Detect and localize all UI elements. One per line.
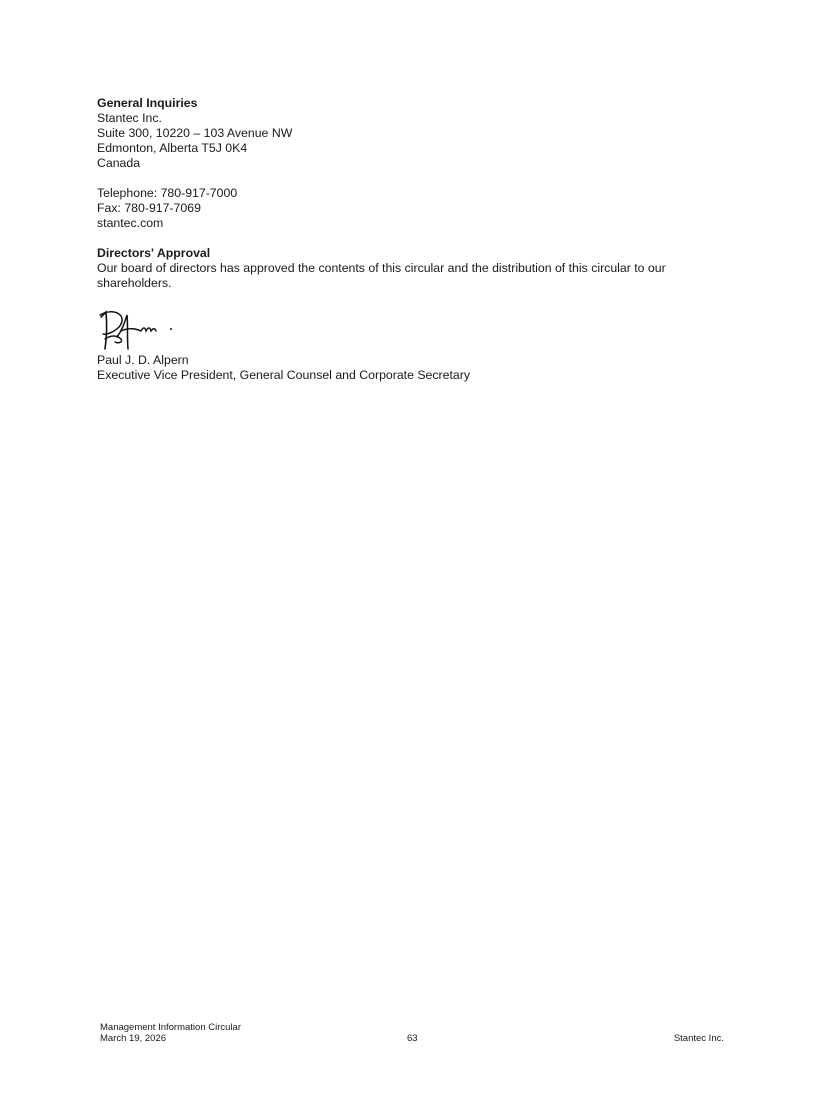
directors-approval-heading: Directors' Approval bbox=[97, 246, 211, 260]
signatory-name: Paul J. D. Alpern bbox=[97, 353, 189, 367]
directors-approval-section bbox=[97, 246, 737, 383]
fax: Fax: 780-917-7069 bbox=[97, 201, 201, 215]
footer-date: March 19, 2026 bbox=[100, 1033, 167, 1044]
telephone: Telephone: 780-917-7000 bbox=[97, 186, 238, 200]
page-number: 63 bbox=[407, 1033, 418, 1044]
country: Canada bbox=[97, 156, 141, 170]
address-line-2: Edmonton, Alberta T5J 0K4 bbox=[97, 141, 248, 155]
footer-left bbox=[100, 1022, 241, 1044]
website-link[interactable]: stantec.com bbox=[97, 216, 164, 230]
directors-approval-text: Our board of directors has approved the contents of this circular and the distribution of this circular to our shareholders. bbox=[97, 261, 666, 290]
footer-company: Stantec Inc. bbox=[673, 1033, 724, 1044]
signature-icon bbox=[97, 301, 207, 353]
signatory-title: Executive Vice President, General Counsel and Corporate Secretary bbox=[97, 368, 470, 382]
page-content bbox=[97, 96, 737, 383]
general-inquiries-section bbox=[97, 96, 737, 231]
footer-document-title: Management Information Circular bbox=[100, 1022, 241, 1033]
company-name: Stantec Inc. bbox=[97, 111, 162, 125]
general-inquiries-heading: General Inquiries bbox=[97, 96, 198, 110]
address-line-1: Suite 300, 10220 – 103 Avenue NW bbox=[97, 126, 293, 140]
